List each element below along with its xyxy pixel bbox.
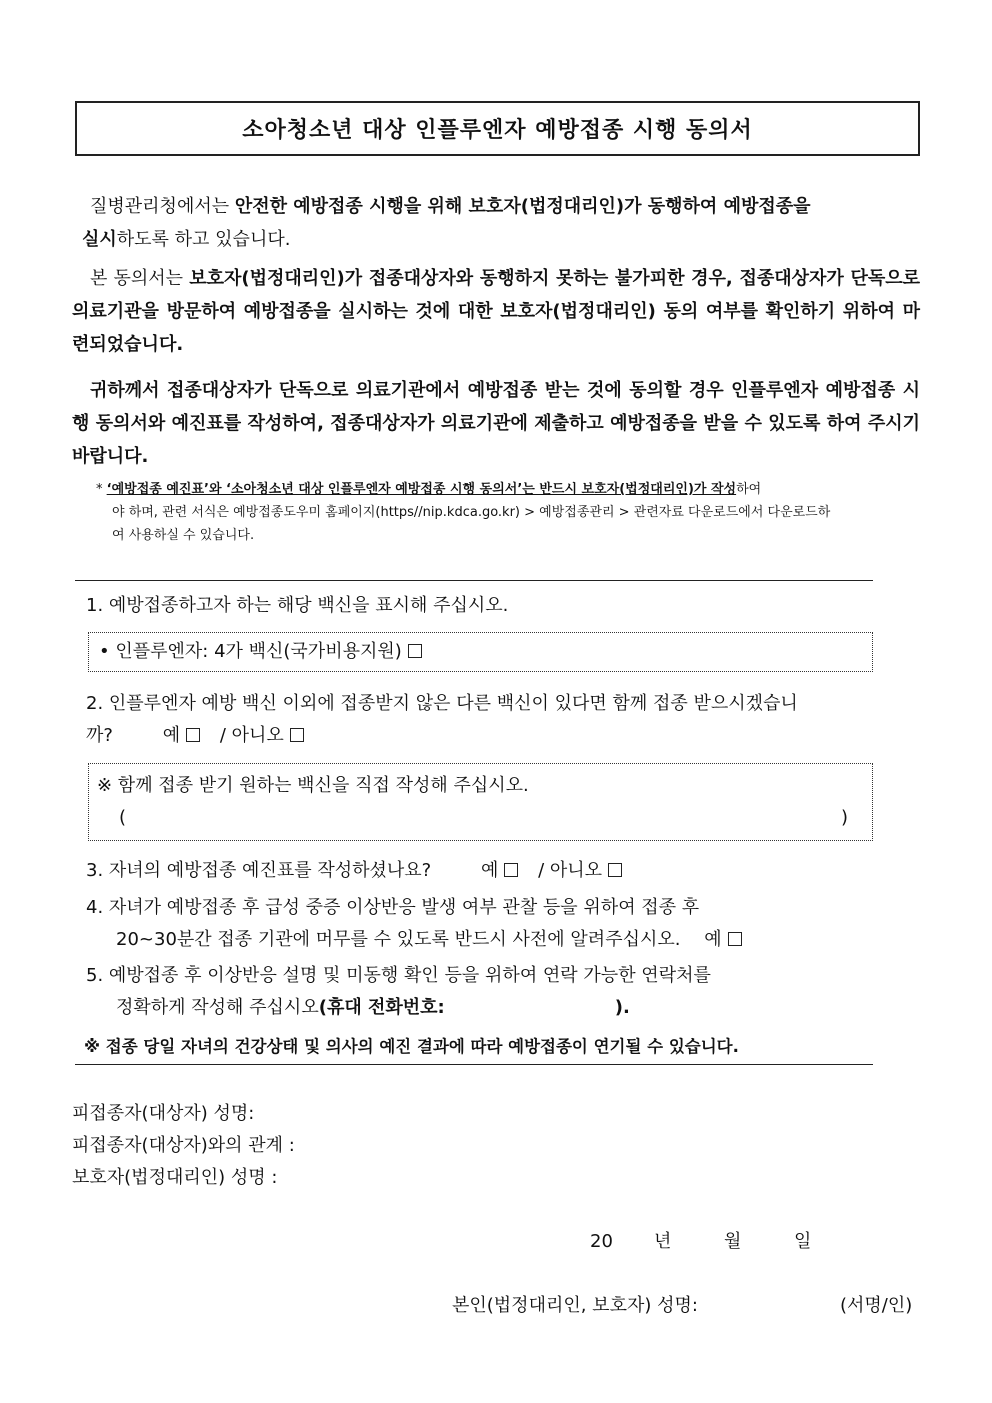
intro-p1-bold2: 실시: [82, 229, 117, 250]
section-divider-top: [75, 580, 873, 581]
question-5-line-2: 정확하게 작성해 주십시오: [116, 997, 319, 1018]
guardian-name-field[interactable]: 보호자(법정대리인) 성명 :: [72, 1167, 278, 1188]
intro-p1-text: 질병관리청에서는: [90, 196, 235, 217]
question-1: 1. 예방접종하고자 하는 해당 백신을 표시해 주십시오.: [86, 595, 509, 616]
question-2-line-1: 2. 인플루엔자 예방 백신 이외에 접종받지 않은 다른 백신이 있다면 함께 접종 받으시겠습니: [86, 693, 798, 714]
intro-paragraph-3: 귀하께서 접종대상자가 단독으로 의료기관에서 예방접종 받는 것에 동의할 경우 인플루엔자 예방접종 시행 동의서와 예진표를 작성하여, 접종대상자가 의료기관에 제출하고 예방접종을 받을 수 있도록 하여 주시기 바랍니다.: [72, 380, 920, 467]
q2-yes-label: 예: [162, 725, 181, 746]
close-paren: ): [840, 807, 848, 828]
note-rest-1: 하여: [736, 482, 762, 497]
question-3-text: 3. 자녀의 예방접종 예진표를 작성하셨나요?: [86, 860, 432, 881]
vaccine-option-label: • 인플루엔자: 4가 백신(국가비용지원): [99, 641, 402, 662]
phone-label: (휴대 전화번호:: [318, 997, 445, 1018]
question-2-line-2: 까?: [86, 725, 113, 746]
date-year[interactable]: 20: [590, 1231, 613, 1252]
note-rest-3: 여 사용하실 수 있습니다.: [112, 528, 255, 543]
note: [96, 478, 922, 547]
note-star: *: [96, 482, 103, 497]
q3-no-label: / 아니오: [538, 860, 603, 881]
q3-yes-checkbox[interactable]: [504, 863, 518, 877]
other-vaccine-instruction: ※ 함께 접종 받기 원하는 백신을 직접 작성해 주십시오.: [97, 775, 529, 796]
q4-yes-checkbox[interactable]: [728, 932, 742, 946]
influenza-vaccine-checkbox[interactable]: [408, 644, 422, 658]
note-underlined: ‘예방접종 예진표’와 ‘소아청소년 대상 인플루엔자 예방접종 시행 동의서’는 반드시 보호자(법정대리인)가 작성: [106, 482, 737, 497]
postpone-warning: ※ 접종 당일 자녀의 건강상태 및 의사의 예진 결과에 따라 예방접종이 연기될 수 있습니다.: [84, 1037, 739, 1056]
question-4-line-1: 4. 자녀가 예방접종 후 급성 중증 이상반응 발생 여부 관찰 등을 위하여 접종 후: [86, 897, 700, 918]
date-day-label: 일: [794, 1231, 812, 1252]
open-paren: (: [119, 807, 127, 828]
question-2: [86, 688, 868, 752]
intro-p2-text: 본 동의서는: [90, 268, 190, 289]
signature-seal-label: (서명/인): [840, 1295, 913, 1316]
intro-paragraph-1: [72, 190, 920, 256]
q3-yes-label: 예: [480, 860, 499, 881]
q2-no-label: / 아니오: [219, 725, 284, 746]
intro-p1-bold: 안전한 예방접종 시행을 위해 보호자(법정대리인)가 동행하여 예방접종을: [234, 196, 811, 217]
relation-field[interactable]: 피접종자(대상자)와의 관계 :: [72, 1135, 295, 1156]
date-year-label: 년: [654, 1231, 672, 1252]
q2-yes-checkbox[interactable]: [186, 728, 200, 742]
q2-no-checkbox[interactable]: [290, 728, 304, 742]
other-vaccine-input[interactable]: [97, 802, 864, 834]
q3-no-checkbox[interactable]: [608, 863, 622, 877]
intro-p2-bold: 보호자(법정대리인)가 접종대상자와 동행하지 못하는 불가피한 경우, 접종대상자가 단독으로 의료기관을 방문하여 예방접종을 실시하는 것에 대한 보호자(법정대리인) 동의 여부를 확인하기 위하여 마련되었습니다.: [72, 268, 920, 355]
document-title: 소아청소년 대상 인플루엔자 예방접종 시행 동의서: [75, 101, 920, 156]
other-vaccine-box: [88, 763, 873, 841]
question-4: [86, 892, 868, 956]
date-month-label: 월: [724, 1231, 742, 1252]
question-5: [86, 960, 868, 1024]
signer-name-field[interactable]: 본인(법정대리인, 보호자) 성명:: [452, 1295, 698, 1316]
vaccine-option-box: [88, 632, 873, 672]
question-5-line-1: 5. 예방접종 후 이상반응 설명 및 미동행 확인 등을 위하여 연락 가능한 연락처를: [86, 965, 711, 986]
intro-p1-end: 하도록 하고 있습니다.: [116, 229, 291, 250]
section-divider-bottom: [75, 1064, 873, 1065]
intro-paragraph-2: [72, 262, 920, 361]
question-3: [86, 855, 868, 887]
phone-label-end: ).: [614, 997, 630, 1018]
q4-yes-label: 예: [704, 929, 722, 950]
recipient-name-field[interactable]: 피접종자(대상자) 성명:: [72, 1103, 255, 1124]
note-rest-2: 야 하며, 관련 서식은 예방접종도우미 홈페이지(https//nip.kdca.go.kr) > 예방접종관리 > 관련자료 다운로드에서 다운로드하: [112, 505, 831, 520]
question-4-line-2: 20~30분간 접종 기관에 머무를 수 있도록 반드시 사전에 알려주십시오.: [116, 929, 681, 950]
